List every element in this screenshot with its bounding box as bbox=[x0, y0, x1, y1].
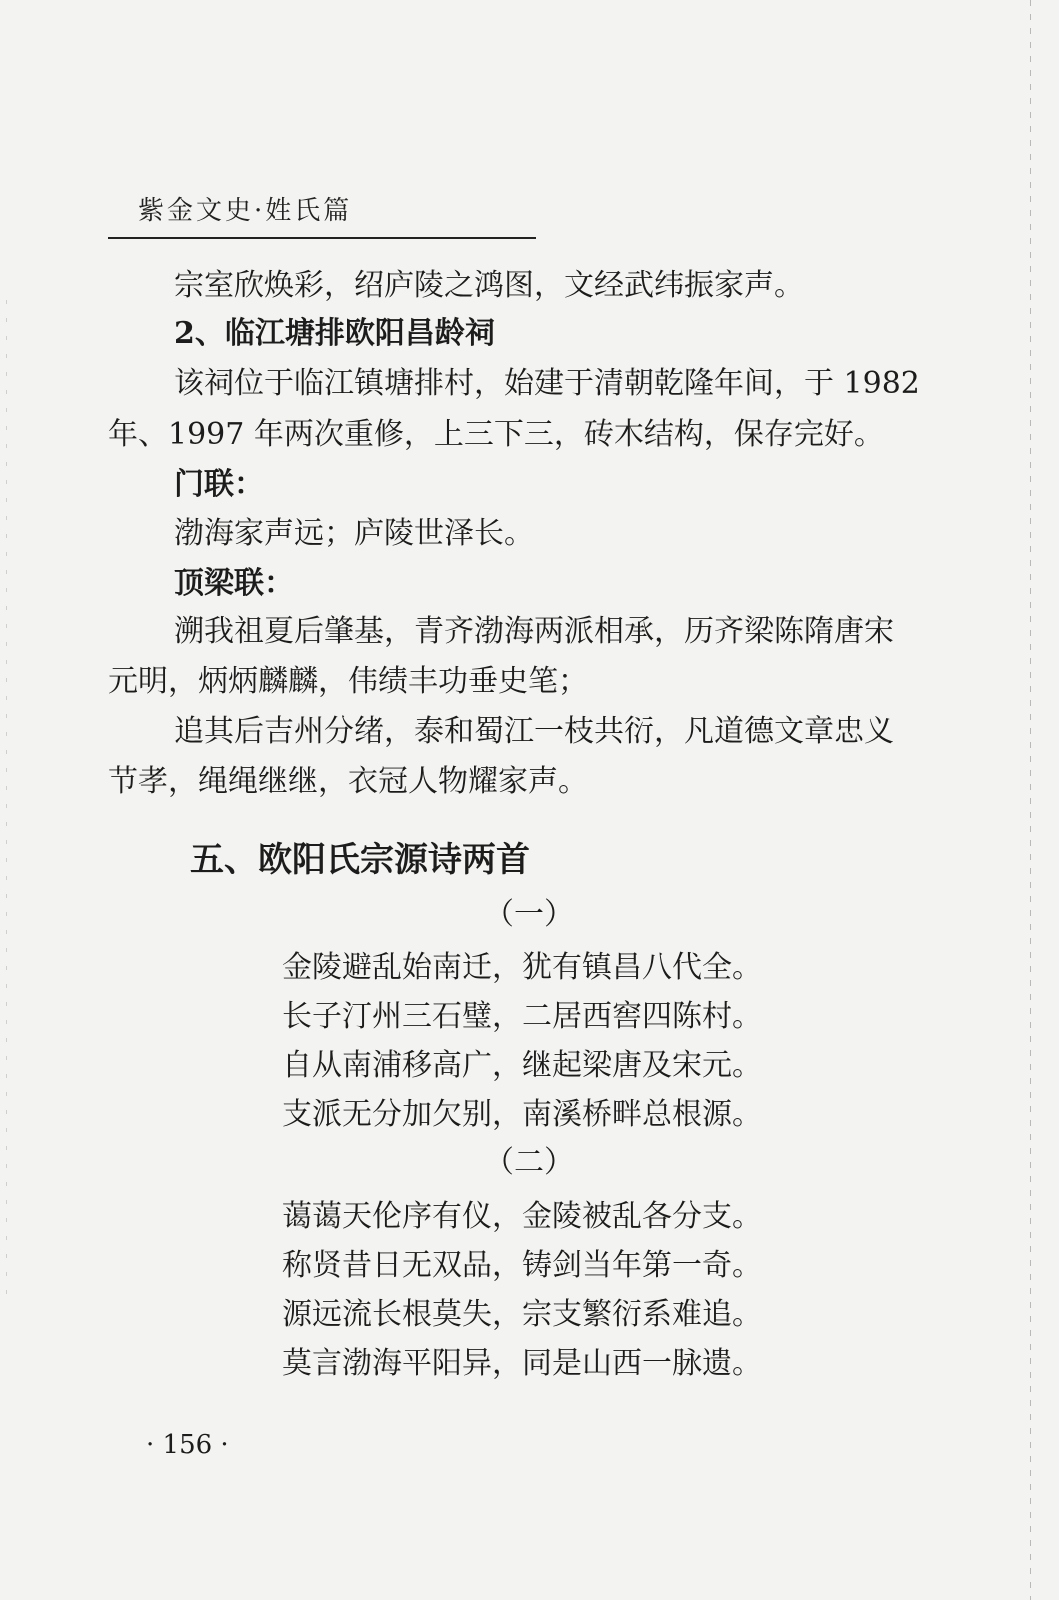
running-head: 紫金文史·姓氏篇 bbox=[138, 196, 353, 226]
beam-couplet-label: 顶梁联： bbox=[174, 566, 294, 601]
subsection-heading: 2、临江塘排欧阳昌龄祠 bbox=[174, 316, 495, 351]
poem-1-number: （一） bbox=[484, 897, 574, 932]
beam-couplet-line-1: 溯我祖夏后肇基，青齐渤海两派相承，历齐梁陈隋唐宋 bbox=[174, 614, 894, 649]
scan-edge-left bbox=[6, 300, 7, 1300]
poem-2-line-2: 称贤昔日无双品，铸剑当年第一奇。 bbox=[282, 1248, 762, 1283]
scan-edge-right bbox=[1030, 0, 1031, 1600]
poem-2-line-1: 蔼蔼天伦序有仪，金陵被乱各分支。 bbox=[282, 1199, 762, 1234]
door-couplet-text: 渤海家声远；庐陵世泽长。 bbox=[174, 516, 534, 551]
poem-1-line-3: 自从南浦移高广，继起梁唐及宋元。 bbox=[282, 1048, 762, 1083]
poem-2-number: （二） bbox=[484, 1145, 574, 1180]
door-couplet-label: 门联： bbox=[174, 467, 264, 502]
poem-1-line-2: 长子汀州三石璧，二居西窖四陈村。 bbox=[282, 999, 762, 1034]
body-line-1: 宗室欣焕彩，绍庐陵之鸿图，文经武纬振家声。 bbox=[174, 268, 804, 303]
poem-2-line-4: 莫言渤海平阳异，同是山西一脉遗。 bbox=[282, 1346, 762, 1381]
section-title: 五、欧阳氏宗源诗两首 bbox=[190, 840, 530, 880]
beam-couplet-line-2: 元明，炳炳麟麟，伟绩丰功垂史笔； bbox=[108, 664, 588, 699]
header-rule bbox=[108, 237, 536, 239]
body-line-3: 该祠位于临江镇塘排村，始建于清朝乾隆年间，于 1982 bbox=[174, 366, 920, 401]
page-number: · 156 · bbox=[146, 1430, 229, 1460]
body-line-4: 年、1997 年两次重修，上三下三，砖木结构，保存完好。 bbox=[108, 417, 884, 452]
poem-1-line-1: 金陵避乱始南迁，犹有镇昌八代全。 bbox=[282, 950, 762, 985]
beam-couplet-line-3: 追其后吉州分绪，泰和蜀江一枝共衍，凡道德文章忠义 bbox=[174, 714, 894, 749]
poem-2-line-3: 源远流长根莫失，宗支繁衍系难追。 bbox=[282, 1297, 762, 1332]
poem-1-line-4: 支派无分加欠别，南溪桥畔总根源。 bbox=[282, 1097, 762, 1132]
beam-couplet-line-4: 节孝，绳绳继继，衣冠人物耀家声。 bbox=[108, 764, 588, 799]
